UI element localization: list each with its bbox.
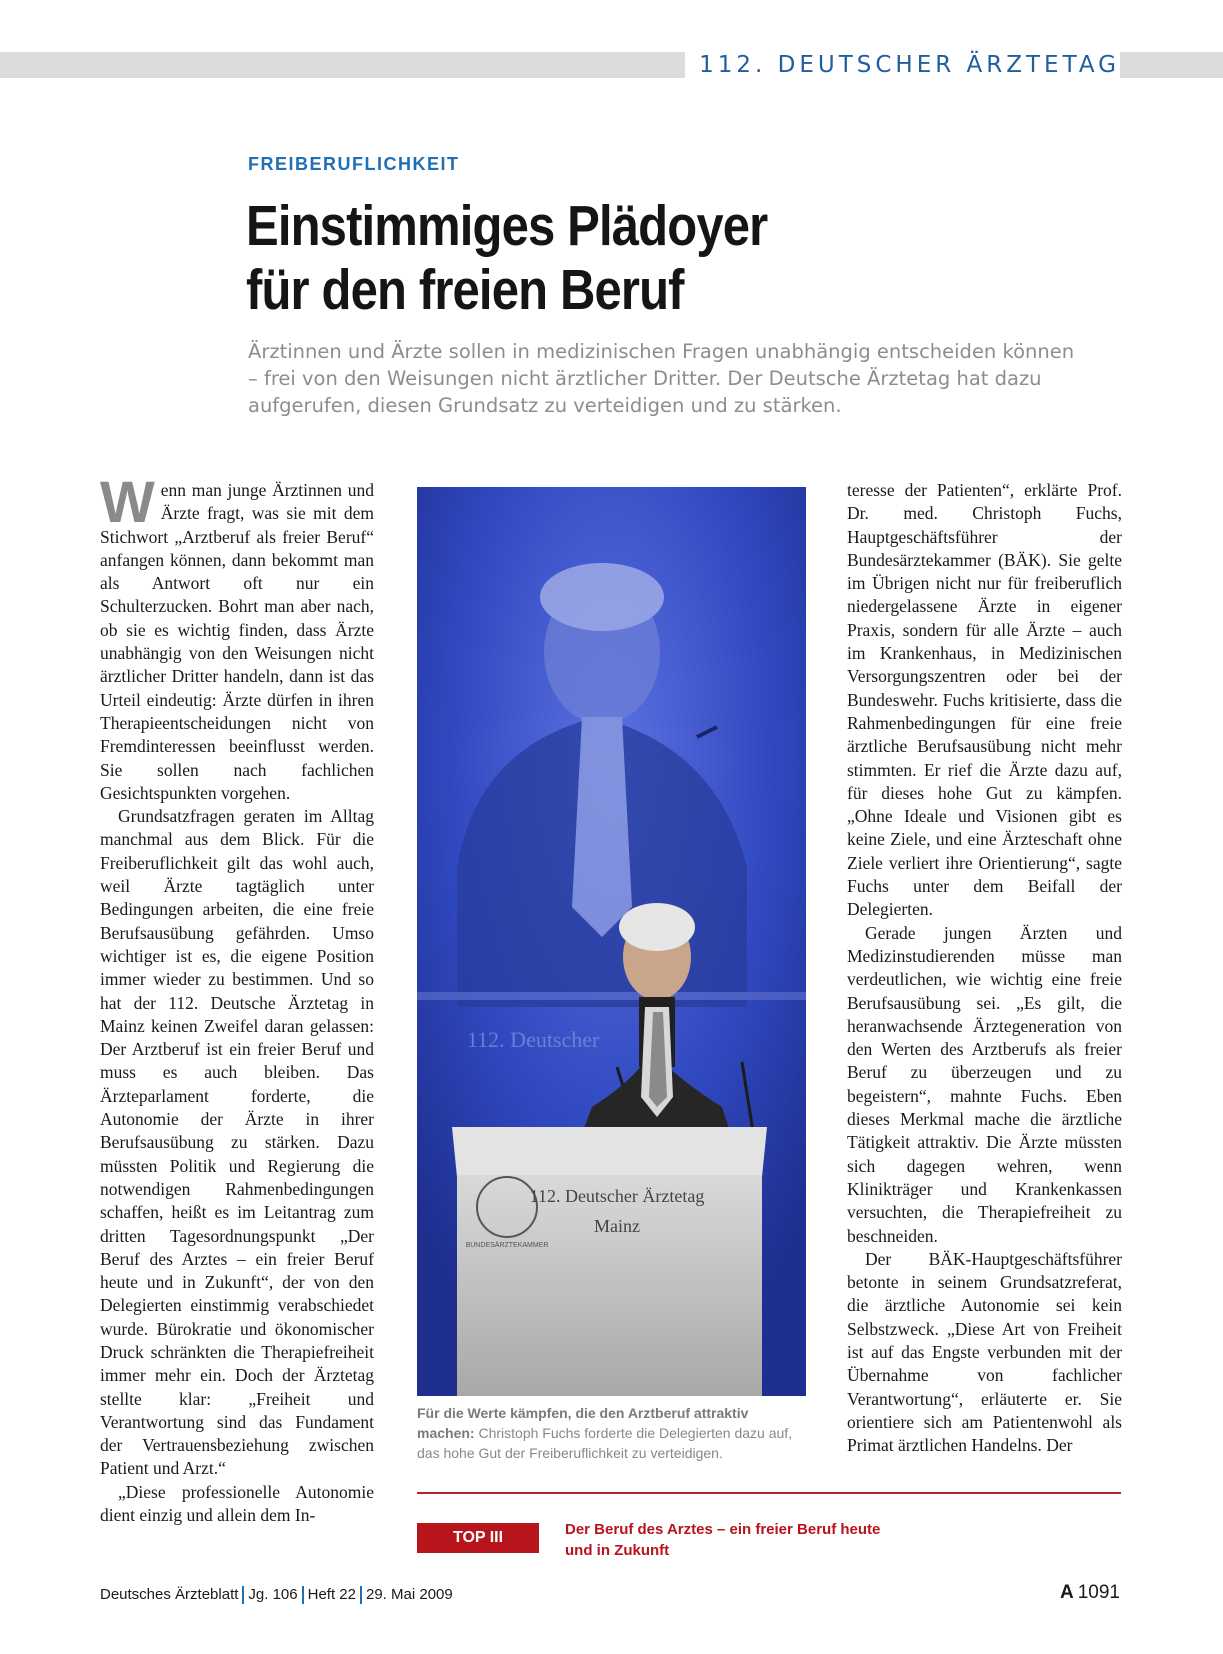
issue: Heft 22: [307, 1586, 356, 1603]
drop-cap: W: [100, 470, 155, 535]
article-headline: [246, 194, 767, 322]
page-number: [1060, 1580, 1120, 1606]
podium-text-line-1: 112. Deutscher Ärztetag: [529, 1186, 705, 1206]
article-photo: [417, 487, 806, 1396]
paragraph: enn man junge Ärztinnen und Ärzte fragt, was sie mit dem Stichwort „Arztberuf als freier Beruf“ anfangen können, dann bekommt man als Antwort oft nur ein Schulterzucken. Bohrt man aber nach, ob sie es wichtig finden, dass Ärzte unabhängig von den Weisungen nicht ärztlicher Dritter handeln, dann ist das Urteil eindeutig: Ärzte dürfen in ihren Therapieentscheidungen nicht von Fremdinteressen beeinflusst werden. Sie sollen nach fachlichen Gesichtspunkten vorgehen.: [100, 480, 374, 803]
footer: [100, 1584, 453, 1606]
paragraph: Grundsatzfragen geraten im Alltag manchmal aus dem Blick. Für die Freiberuflichkeit gilt das wohl auch, weil Ärzte tagtäglich unter Bedingungen arbeiten, die eine freie Berufsausübung gefährden. Umso wichtiger ist es, die eigene Position immer wieder zu bestimmen. Und so hat der 112. Deutsche Ärztetag in Mainz keinen Zweifel daran gelassen: Der Arztberuf ist ein freier Beruf und muss es auch bleiben. Das Ärzteparlament forderte, die Autonomie der Ärzte in ihrer Berufsausübung zu stärken. Dazu müssten Politik und Regierung die notwendigen Rahmenbedingungen schaffen, heißt es im Leitantrag zum dritten Tagesordnungspunkt „Der Beruf des Arztes – ein freier Beruf heute und in Zukunft“, der von den Delegierten einstimmig verabschiedet wurde. Bürokratie und ökonomischer Druck schränkten die Therapiefreiheit immer mehr ein. Doch der Ärztetag stellte klar: „Freiheit und Verantwortung sind das Fundament der Vertrauensbeziehung zwischen Patient und Arzt.“: [100, 806, 374, 1479]
divider-rule: [417, 1492, 1121, 1494]
separator: [360, 1586, 362, 1604]
photo-caption: [417, 1403, 809, 1463]
separator: [242, 1586, 244, 1604]
article-lead: Ärztinnen und Ärzte sollen in medizinischen Fragen unabhängig entscheiden können – frei von den Weisungen nicht ärztlicher Dritter. Der Deutsche Ärztetag hat dazu aufgerufen, diesen Grundsatz zu verteidigen und zu stärken.: [248, 340, 1075, 417]
page-prefix: A: [1059, 1582, 1074, 1603]
volume: Jg. 106: [248, 1586, 298, 1603]
podium-text-line-2: Mainz: [594, 1216, 640, 1236]
section-title: 112. DEUTSCHER ÄRZTETAG: [685, 50, 1120, 80]
headline-line-1: Einstimmiges Plädoyer: [246, 194, 768, 258]
journal-name: Deutsches Ärzteblatt: [100, 1586, 239, 1603]
caption-bold: Für die Werte kämpfen, die den Arztberuf attraktiv machen:: [417, 1405, 749, 1441]
text-column-left: [100, 470, 374, 1527]
caption-text: Christoph Fuchs forderte die Delegierten dazu auf, das hohe Gut der Freiberuflichkeit zu verteidigen.: [417, 1425, 793, 1461]
paragraph: Gerade jungen Ärzten und Medizinstudierenden müsse man verdeutlichen, wie wichtig eine freie Berufsausübung sei. „Es gilt, die heranwachsende Ärztegeneration von den Werten des Arztberufs als freier Beruf zu überzeugen und zu begeistern“, mahnte Fuchs. Eben dieses Merkmal mache die ärztliche Tätigkeit attraktiv. Die Ärzte müssten sich dagegen wehren, wenn Klinikträger und Krankenkassen versuchten, die Therapiefreiheit zu beschneiden.: [847, 922, 1122, 1246]
page-number-value: 1091: [1077, 1582, 1120, 1603]
screen-text: 112. Deutscher: [467, 1027, 600, 1052]
headline-line-2: für den freien Beruf: [246, 258, 684, 322]
top-agenda-text: Der Beruf des Arztes – ein freier Beruf heute und in Zukunft: [565, 1521, 881, 1559]
issue-date: 29. Mai 2009: [366, 1586, 453, 1603]
paragraph: „Diese professionelle Autonomie dient einzig und allein dem In-: [100, 1481, 374, 1526]
paragraph: teresse der Patienten“, erklärte Prof. Dr. med. Christoph Fuchs, Hauptgeschäftsführer der Bundesärztekammer (BÄK). Sie gelte im Übrigen nicht nur für freiberuflich niedergelassene Ärzte in eigener Praxis, sondern für alle Ärzte – auch im Krankenhaus, in Medizinischen Versorgungszentren oder bei der Bundeswehr. Fuchs kritisierte, dass die Rahmenbedingungen für eine freie ärztliche Berufsausübung nicht mehr stimmten. Er rief die Ärzte dazu auf, für dieses hohe Gut zu kämpfen. „Ohne Ideale und Visionen gibt es keine Ziele, und eine Ärzteschaft ohne Ziele verliert ihre Orientierung“, sagte Fuchs unter dem Beifall der Delegierten.: [847, 480, 1122, 920]
top-badge: TOP III: [417, 1523, 539, 1553]
separator: [302, 1586, 304, 1604]
text-column-right: [847, 479, 1122, 1457]
paragraph: Der BÄK-Hauptgeschäftsführer betonte in seinem Grundsatzreferat, die ärztliche Autonomie sei kein Selbstzweck. „Diese Art von Freiheit ist auf das Engste verbunden mit der Übernahme von fachlicher Verantwortung“, erläuterte er. Sie orientiere sich am Patientenwohl als Primat ärztlichen Handelns. Der: [847, 1248, 1122, 1456]
podium-seal: BUNDESÄRZTEKAMMER: [465, 1242, 549, 1249]
article-kicker: FREIBERUFLICHKEIT: [248, 154, 460, 174]
